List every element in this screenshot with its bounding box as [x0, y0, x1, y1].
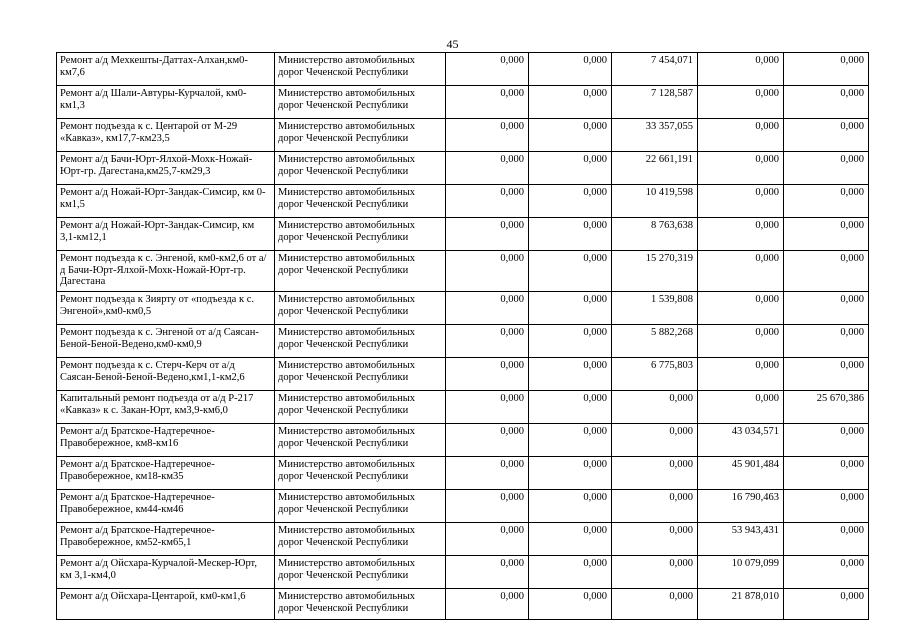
amount-cell: 0,000: [446, 589, 529, 620]
responsible-body-cell: Министерство автомобильных дорог Чеченской Республики: [275, 119, 446, 152]
amount-cell: 45 901,484: [698, 457, 784, 490]
amount-cell: 0,000: [612, 523, 698, 556]
road-name-cell: Ремонт а/д Братское-Надтеречное-Правобережное, км18-км35: [57, 457, 275, 490]
amount-cell: 0,000: [446, 218, 529, 251]
amount-cell: 0,000: [784, 53, 869, 86]
amount-cell: 0,000: [446, 53, 529, 86]
table-row: [57, 358, 869, 391]
responsible-body-cell: Министерство автомобильных дорог Чеченской Республики: [275, 292, 446, 325]
responsible-body-cell: Министерство автомобильных дорог Чеченской Республики: [275, 86, 446, 119]
amount-cell: 0,000: [612, 556, 698, 589]
table-body: [57, 53, 869, 620]
amount-cell: 0,000: [529, 292, 612, 325]
responsible-body-cell: Министерство автомобильных дорог Чеченской Республики: [275, 152, 446, 185]
table-row: [57, 424, 869, 457]
road-name-cell: Ремонт а/д Ойсхара-Курчалой-Мескер-Юрт, км 3,1-км4,0: [57, 556, 275, 589]
amount-cell: 0,000: [698, 325, 784, 358]
amount-cell: 0,000: [529, 119, 612, 152]
amount-cell: 0,000: [446, 391, 529, 424]
amount-cell: 0,000: [698, 292, 784, 325]
amount-cell: 1 539,808: [612, 292, 698, 325]
responsible-body-cell: Министерство автомобильных дорог Чеченской Республики: [275, 358, 446, 391]
amount-cell: 0,000: [446, 556, 529, 589]
road-name-cell: Ремонт подъезда к с. Стерч-Керч от а/д Саясан-Беной-Беной-Ведено,км1,1-км2,6: [57, 358, 275, 391]
responsible-body-cell: Министерство автомобильных дорог Чеченской Республики: [275, 53, 446, 86]
amount-cell: 0,000: [698, 218, 784, 251]
amount-cell: 0,000: [784, 218, 869, 251]
amount-cell: 0,000: [612, 490, 698, 523]
amount-cell: 0,000: [612, 457, 698, 490]
table-row: [57, 251, 869, 292]
amount-cell: 0,000: [784, 457, 869, 490]
amount-cell: 0,000: [698, 391, 784, 424]
responsible-body-cell: Министерство автомобильных дорог Чеченской Республики: [275, 185, 446, 218]
amount-cell: 0,000: [784, 523, 869, 556]
amount-cell: 0,000: [446, 490, 529, 523]
road-name-cell: Ремонт а/д Братское-Надтеречное-Правобережное, км52-км65,1: [57, 523, 275, 556]
table-row: [57, 556, 869, 589]
amount-cell: 0,000: [446, 185, 529, 218]
road-name-cell: Ремонт подъезда к с. Центарой от М-29 «Кавказ», км17,7-км23,5: [57, 119, 275, 152]
amount-cell: 0,000: [784, 292, 869, 325]
road-name-cell: Ремонт а/д Братское-Надтеречное-Правобережное, км44-км46: [57, 490, 275, 523]
amount-cell: 0,000: [529, 556, 612, 589]
amount-cell: 0,000: [784, 589, 869, 620]
amount-cell: 0,000: [784, 152, 869, 185]
amount-cell: 0,000: [784, 556, 869, 589]
responsible-body-cell: Министерство автомобильных дорог Чеченской Республики: [275, 556, 446, 589]
table-row: [57, 589, 869, 620]
responsible-body-cell: Министерство автомобильных дорог Чеченской Республики: [275, 251, 446, 292]
amount-cell: 10 419,598: [612, 185, 698, 218]
budget-table: [56, 52, 869, 620]
amount-cell: 0,000: [529, 53, 612, 86]
amount-cell: 0,000: [529, 424, 612, 457]
road-name-cell: Ремонт а/д Ножай-Юрт-Зандак-Симсир, км 3,1-км12,1: [57, 218, 275, 251]
responsible-body-cell: Министерство автомобильных дорог Чеченской Республики: [275, 490, 446, 523]
amount-cell: 0,000: [612, 391, 698, 424]
amount-cell: 0,000: [784, 358, 869, 391]
amount-cell: 7 128,587: [612, 86, 698, 119]
amount-cell: 5 882,268: [612, 325, 698, 358]
table-row: [57, 490, 869, 523]
amount-cell: 0,000: [784, 185, 869, 218]
amount-cell: 6 775,803: [612, 358, 698, 391]
amount-cell: 21 878,010: [698, 589, 784, 620]
table-row: [57, 152, 869, 185]
amount-cell: 0,000: [698, 53, 784, 86]
amount-cell: 0,000: [529, 152, 612, 185]
amount-cell: 0,000: [529, 589, 612, 620]
responsible-body-cell: Министерство автомобильных дорог Чеченской Республики: [275, 523, 446, 556]
road-name-cell: Ремонт а/д Ойсхара-Центарой, км0-км1,6: [57, 589, 275, 620]
table-row: [57, 86, 869, 119]
road-name-cell: Ремонт а/д Бачи-Юрт-Ялхой-Мохк-Ножай-Юрт-гр. Дагестана,км25,7-км29,3: [57, 152, 275, 185]
road-name-cell: Ремонт а/д Мехкешты-Даттах-Алхан,км0-км7,6: [57, 53, 275, 86]
amount-cell: 0,000: [446, 292, 529, 325]
amount-cell: 25 670,386: [784, 391, 869, 424]
table-row: [57, 185, 869, 218]
amount-cell: 22 661,191: [612, 152, 698, 185]
amount-cell: 7 454,071: [612, 53, 698, 86]
table-row: [57, 218, 869, 251]
amount-cell: 0,000: [529, 358, 612, 391]
table-row: [57, 119, 869, 152]
amount-cell: 0,000: [529, 251, 612, 292]
amount-cell: 0,000: [529, 218, 612, 251]
road-name-cell: Ремонт а/д Братское-Надтеречное-Правобережное, км8-км16: [57, 424, 275, 457]
road-name-cell: Ремонт а/д Шали-Автуры-Курчалой, км0-км1,3: [57, 86, 275, 119]
amount-cell: 0,000: [529, 185, 612, 218]
amount-cell: 0,000: [529, 86, 612, 119]
amount-cell: 0,000: [698, 185, 784, 218]
table-row: [57, 457, 869, 490]
amount-cell: 0,000: [446, 457, 529, 490]
amount-cell: 0,000: [529, 490, 612, 523]
amount-cell: 33 357,055: [612, 119, 698, 152]
amount-cell: 0,000: [446, 358, 529, 391]
road-name-cell: Ремонт подъезда к с. Энгеной, км0-км2,6 от а/д Бачи-Юрт-Ялхой-Мохк-Ножай-Юрт-гр. Дагестана: [57, 251, 275, 292]
amount-cell: 0,000: [446, 325, 529, 358]
road-name-cell: Ремонт а/д Ножай-Юрт-Зандак-Симсир, км 0-км1,5: [57, 185, 275, 218]
amount-cell: 0,000: [446, 86, 529, 119]
amount-cell: 53 943,431: [698, 523, 784, 556]
amount-cell: 0,000: [529, 523, 612, 556]
amount-cell: 0,000: [529, 457, 612, 490]
table-row: [57, 391, 869, 424]
responsible-body-cell: Министерство автомобильных дорог Чеченской Республики: [275, 325, 446, 358]
responsible-body-cell: Министерство автомобильных дорог Чеченской Республики: [275, 391, 446, 424]
responsible-body-cell: Министерство автомобильных дорог Чеченской Республики: [275, 457, 446, 490]
amount-cell: 0,000: [698, 152, 784, 185]
amount-cell: 0,000: [698, 251, 784, 292]
table-row: [57, 53, 869, 86]
responsible-body-cell: Министерство автомобильных дорог Чеченской Республики: [275, 424, 446, 457]
amount-cell: 0,000: [698, 119, 784, 152]
amount-cell: 8 763,638: [612, 218, 698, 251]
amount-cell: 0,000: [612, 424, 698, 457]
amount-cell: 0,000: [698, 358, 784, 391]
responsible-body-cell: Министерство автомобильных дорог Чеченской Республики: [275, 218, 446, 251]
table-row: [57, 523, 869, 556]
responsible-body-cell: Министерство автомобильных дорог Чеченской Республики: [275, 589, 446, 620]
table-row: [57, 325, 869, 358]
amount-cell: 0,000: [784, 424, 869, 457]
table-row: [57, 292, 869, 325]
page-number: 45: [446, 37, 459, 51]
amount-cell: 0,000: [784, 251, 869, 292]
amount-cell: 0,000: [446, 119, 529, 152]
road-name-cell: Капитальный ремонт подъезда от а/д Р-217 «Кавказ» к с. Закан-Юрт, км3,9-км6,0: [57, 391, 275, 424]
amount-cell: 10 079,099: [698, 556, 784, 589]
amount-cell: 0,000: [446, 251, 529, 292]
amount-cell: 0,000: [529, 325, 612, 358]
amount-cell: 0,000: [446, 523, 529, 556]
amount-cell: 0,000: [784, 490, 869, 523]
amount-cell: 16 790,463: [698, 490, 784, 523]
amount-cell: 0,000: [784, 325, 869, 358]
amount-cell: 0,000: [529, 391, 612, 424]
road-name-cell: Ремонт подъезда к Зиярту от «подъезда к с. Энгеной»,км0-км0,5: [57, 292, 275, 325]
amount-cell: 0,000: [612, 589, 698, 620]
amount-cell: 0,000: [784, 119, 869, 152]
amount-cell: 0,000: [446, 424, 529, 457]
amount-cell: 15 270,319: [612, 251, 698, 292]
amount-cell: 0,000: [446, 152, 529, 185]
amount-cell: 43 034,571: [698, 424, 784, 457]
road-name-cell: Ремонт подъезда к с. Энгеной от а/д Саясан-Беной-Беной-Ведено,км0-км0,9: [57, 325, 275, 358]
amount-cell: 0,000: [784, 86, 869, 119]
amount-cell: 0,000: [698, 86, 784, 119]
